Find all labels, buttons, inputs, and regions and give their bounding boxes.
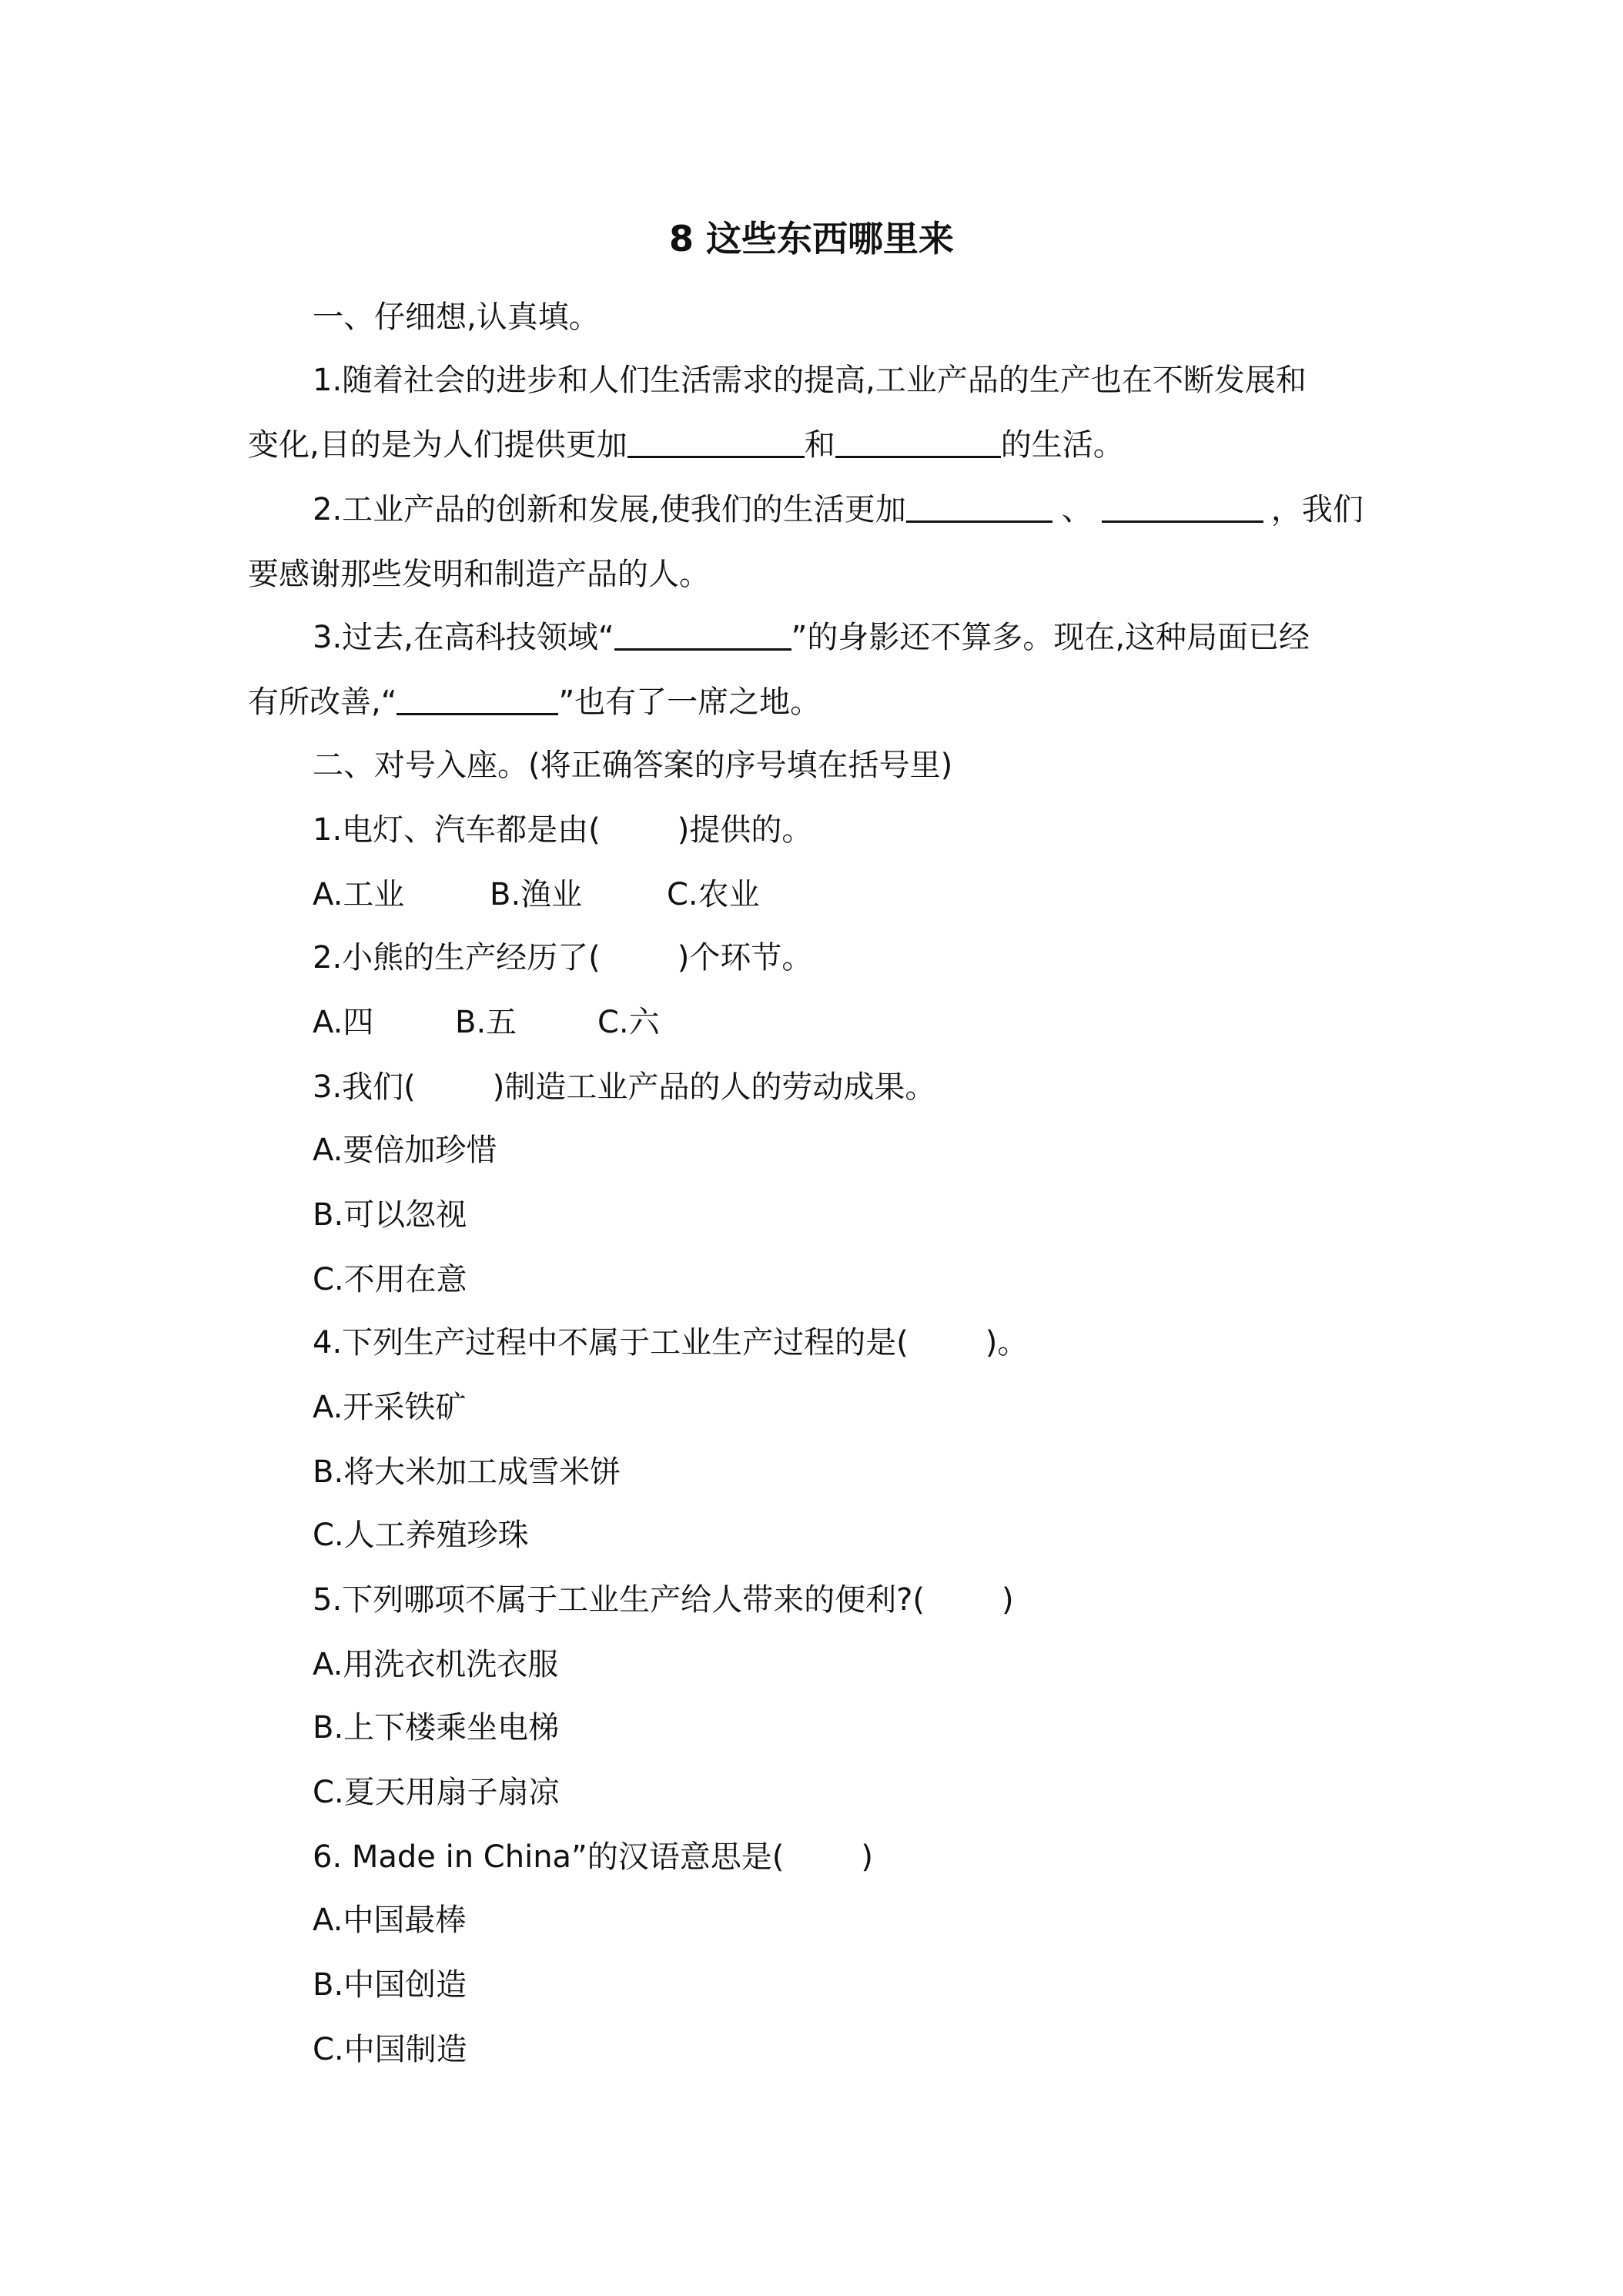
stem-text: ) xyxy=(1002,1582,1014,1618)
stem-text: )提供的。 xyxy=(677,812,813,848)
s1-q1-text-a: 变化,目的是为人们提供更加 xyxy=(248,427,627,463)
s1-q2-text-b: 、 xyxy=(1061,492,1093,527)
s1-q1-text-b: 和 xyxy=(804,427,835,463)
option-a[interactable]: A.开采铁矿 xyxy=(313,1390,467,1425)
stem-text: ) xyxy=(861,1839,873,1875)
fill-blank[interactable] xyxy=(835,425,1001,458)
s1-q3-text-c: 有所改善,“ xyxy=(248,684,397,720)
stem-text: 5.下列哪项不属于工业生产给人带来的便利?( xyxy=(313,1582,925,1618)
fill-blank[interactable] xyxy=(906,490,1052,523)
s1-q3-text-d: ”也有了一席之地。 xyxy=(558,684,822,720)
s1-q3-text-b: ”的身影还不算多。现在,这种局面已经 xyxy=(791,620,1310,655)
s2-q5-stem xyxy=(313,1578,1014,1622)
option-c[interactable]: C.中国制造 xyxy=(313,2032,467,2067)
s2-q4-stem xyxy=(313,1321,1028,1364)
s1-q1-line1: 1.随着社会的进步和人们生活需求的提高,工业产品的生产也在不断发展和 xyxy=(313,363,1307,398)
s1-q3-line1 xyxy=(313,616,1310,659)
option-b[interactable]: B.上下楼乘坐电梯 xyxy=(313,1710,560,1745)
option-c[interactable]: C.人工养殖珍珠 xyxy=(313,1518,529,1553)
option-b[interactable]: B.将大米加工成雪米饼 xyxy=(313,1454,621,1490)
s2-q2-stem xyxy=(313,936,812,979)
s2-q6-stem xyxy=(313,1836,873,1879)
s2-q1-stem xyxy=(313,808,812,852)
option-b[interactable]: B.可以忽视 xyxy=(313,1197,467,1233)
option-a[interactable]: A.四 xyxy=(313,1005,374,1040)
fill-blank[interactable] xyxy=(614,618,791,651)
s1-q3-text-a: 3.过去,在高科技领域“ xyxy=(313,620,614,655)
page-title: 8 这些东西哪里来 xyxy=(668,218,955,259)
s1-q2-line2: 要感谢那些发明和制造产品的人。 xyxy=(248,557,710,592)
section2-heading: 二、对号入座。(将正确答案的序号填在括号里) xyxy=(313,748,953,783)
option-a[interactable]: A.中国最棒 xyxy=(313,1903,467,1938)
option-c[interactable]: C.农业 xyxy=(667,877,760,912)
option-b[interactable]: B.渔业 xyxy=(490,877,583,912)
stem-text: 3.我们( xyxy=(313,1069,416,1105)
option-c[interactable]: C.夏天用扇子扇凉 xyxy=(313,1775,560,1810)
s1-q3-line2 xyxy=(248,681,821,724)
s2-q3-stem xyxy=(313,1066,935,1109)
stem-text: )个环节。 xyxy=(677,940,813,976)
fill-blank[interactable] xyxy=(1102,490,1263,523)
option-c[interactable]: C.六 xyxy=(597,1005,660,1040)
stem-text: 1.电灯、汽车都是由( xyxy=(313,812,601,848)
s1-q2-text-c: ，我们 xyxy=(1270,492,1364,527)
option-b[interactable]: B.中国创造 xyxy=(313,1967,467,2003)
option-b[interactable]: B.五 xyxy=(455,1005,517,1040)
s2-q1-options xyxy=(313,873,760,916)
s1-q1-text-c: 的生活。 xyxy=(1000,427,1124,463)
option-c[interactable]: C.不用在意 xyxy=(313,1262,467,1297)
s1-q2-line1 xyxy=(313,488,1364,531)
stem-text: 6. Made in China”的汉语意思是( xyxy=(313,1839,785,1875)
stem-text: )制造工业产品的人的劳动成果。 xyxy=(492,1069,936,1105)
s1-q2-text-a: 2.工业产品的创新和发展,使我们的生活更加 xyxy=(313,492,906,527)
section1-heading: 一、仔细想,认真填。 xyxy=(313,300,600,335)
stem-text: 4.下列生产过程中不属于工业生产过程的是( xyxy=(313,1325,909,1361)
option-a[interactable]: A.工业 xyxy=(313,877,405,912)
stem-text: )。 xyxy=(985,1325,1029,1361)
option-a[interactable]: A.用洗衣机洗衣服 xyxy=(313,1647,559,1682)
option-a[interactable]: A.要倍加珍惜 xyxy=(313,1133,497,1168)
fill-blank[interactable] xyxy=(627,425,805,458)
fill-blank[interactable] xyxy=(397,682,558,715)
stem-text: 2.小熊的生产经历了( xyxy=(313,940,601,976)
s2-q2-options xyxy=(313,1001,660,1044)
s1-q1-line2 xyxy=(248,423,1124,467)
